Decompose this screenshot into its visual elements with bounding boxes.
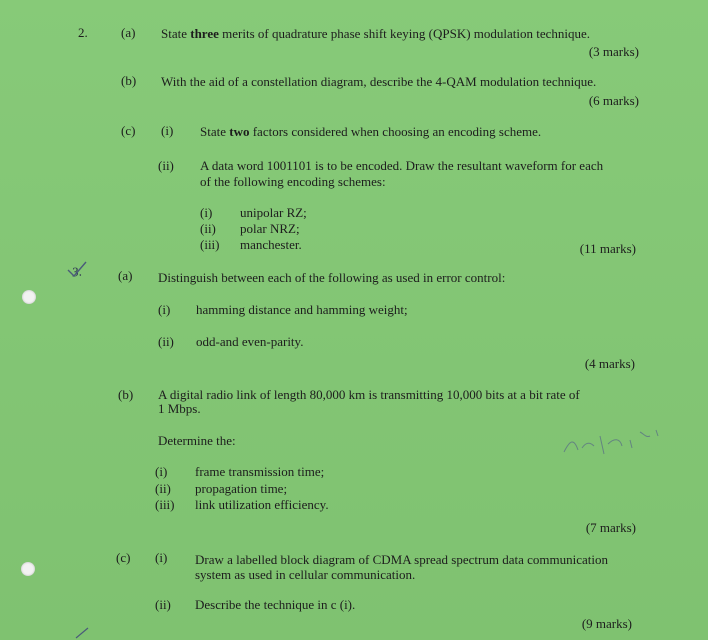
q3b-determine: Determine the: [158, 433, 236, 448]
q2c-ii-item-text: unipolar RZ; [240, 205, 307, 220]
q2b-label: (b) [121, 73, 137, 88]
q2c-ii-item-text: polar NRZ; [240, 221, 300, 236]
q2c-marks: (11 marks) [579, 241, 636, 256]
q2c-i-text: State two factors considered when choosing an encoding scheme. [200, 124, 542, 139]
q3b-item-text: link utilization efficiency. [195, 497, 329, 512]
q3a-item-text: odd-and even-parity. [196, 334, 304, 349]
q2c-ii-line1: A data word 1001101 is to be encoded. Draw the resultant waveform for each [200, 158, 604, 173]
q3c-label: (c) [116, 550, 131, 565]
q3a-item-label: (ii) [158, 334, 174, 349]
q3c-ii-text: Describe the technique in c (i). [195, 597, 356, 612]
pencil-scribble-icon [560, 424, 670, 464]
q2c-ii-line2: of the following encoding schemes: [200, 174, 386, 189]
q2b-marks: (6 marks) [588, 93, 639, 108]
punch-hole [22, 290, 36, 304]
q3b-item-label: (iii) [155, 497, 175, 512]
q3b-item-text: propagation time; [195, 481, 288, 496]
q3a-marks: (4 marks) [584, 356, 635, 371]
q2a-label: (a) [121, 25, 136, 40]
q3a-label: (a) [118, 268, 133, 283]
q3b-line1: A digital radio link of length 80,000 km is transmitting 10,000 bits at a bit rate of [158, 387, 580, 402]
q3b-label: (b) [118, 387, 134, 402]
q3c-marks: (9 marks) [581, 616, 632, 631]
q3b-item-text: frame transmission time; [195, 464, 325, 479]
question-2-number: 2. [78, 25, 88, 40]
q3c-i-line2: system as used in cellular communication. [195, 567, 416, 582]
q3b-marks: (7 marks) [585, 520, 636, 535]
q2a-marks: (3 marks) [588, 44, 639, 59]
question-3-number: 3. [71, 263, 83, 280]
pencil-mark-icon [74, 624, 94, 640]
q3b-item-label: (ii) [155, 481, 171, 496]
q2c-label: (c) [121, 123, 136, 138]
q2c-i-label: (i) [161, 123, 174, 138]
q2c-ii-label: (ii) [158, 158, 174, 173]
q2c-ii-item-text: manchester. [240, 237, 302, 252]
q2c-ii-item-label: (i) [200, 205, 213, 220]
q2c-ii-item-label: (ii) [200, 221, 216, 236]
q3c-i-line1: Draw a labelled block diagram of CDMA spread spectrum data communication [195, 552, 608, 567]
q2a-text: State three merits of quadrature phase shift keying (QPSK) modulation technique. [161, 26, 591, 41]
pencil-tick-icon [64, 258, 94, 282]
q3a-text: Distinguish between each of the following as used in error control: [158, 270, 506, 285]
q3b-item-label: (i) [155, 464, 168, 479]
q3b-line2: 1 Mbps. [158, 401, 201, 416]
q2b-text: With the aid of a constellation diagram, describe the 4-QAM modulation technique. [161, 74, 597, 89]
q2c-ii-item-label: (iii) [200, 237, 220, 252]
q3a-item-label: (i) [158, 302, 171, 317]
q3c-ii-label: (ii) [155, 597, 171, 612]
q3c-i-label: (i) [155, 550, 168, 565]
punch-hole [21, 562, 35, 576]
q3a-item-text: hamming distance and hamming weight; [196, 302, 408, 317]
